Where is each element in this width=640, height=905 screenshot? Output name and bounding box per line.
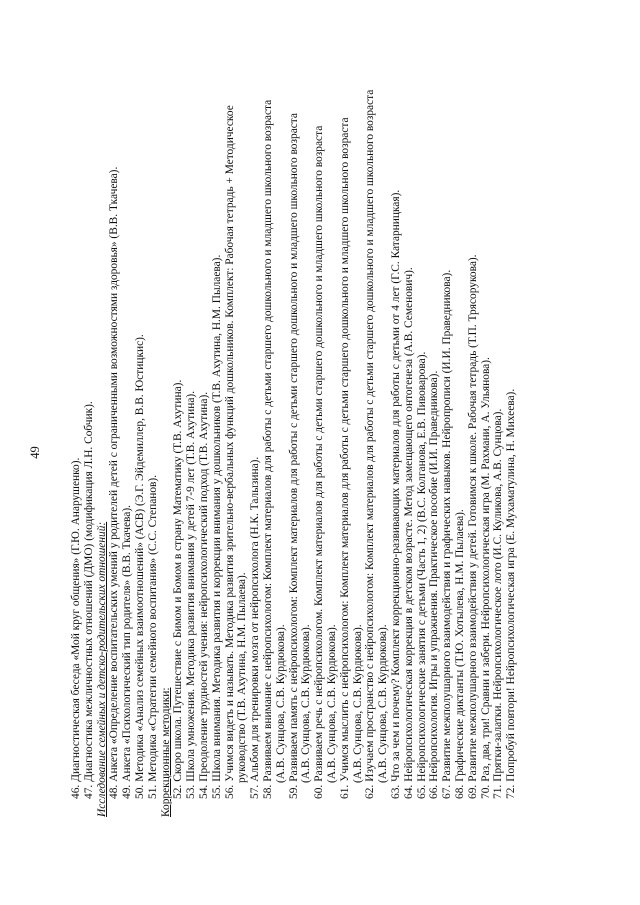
- page-number: 49: [28, 446, 42, 459]
- item-number: 54.: [197, 784, 210, 799]
- item-number: 60.: [313, 784, 326, 799]
- item-text: Учимся мыслить с нейропсихологом: Комплект материалов для работы с детьми старшего дошкольного и младшего школьного возраста: [338, 117, 351, 782]
- list-item-continuation: (А.В. Сунцова, С.В. Курдюкова).: [274, 624, 287, 783]
- list-item: [121, 27, 134, 817]
- item-text: Диагностическая беседа «Мой круг общения» (Г.Ю. Анарушенко).: [70, 457, 82, 782]
- item-text: Преодоление трудностей учения: нейропсихологический подход (Т.В. Ахутина).: [197, 391, 210, 782]
- item-number: 46.: [70, 784, 82, 799]
- list-item: [134, 27, 147, 817]
- list-item: [339, 27, 352, 817]
- item-number: 65.: [415, 784, 428, 799]
- item-number: 66.: [428, 784, 441, 799]
- item-text: Диагностика межличностных отношений (ДМО) (модификация Л.Н. Собчик).: [82, 401, 95, 782]
- item-text: Школа внимания. Методика развития и коррекции внимания у дошкольников (Т.В. Ахутина, Н.М. Пылаева).: [210, 254, 223, 782]
- section-heading: Исследование семейных и детско-родительских отношений:: [95, 521, 108, 817]
- item-number: 62.: [364, 784, 377, 799]
- list-item: [428, 27, 441, 817]
- item-text: Школа умножения. Методика развития внимания у детей 7-9 лет (Т.В. Ахутина).: [185, 390, 198, 782]
- item-number: 59.: [287, 784, 300, 799]
- list-item: [364, 27, 377, 817]
- list-item: [416, 27, 429, 817]
- item-text: Методика «Стратегии семейного воспитания» (С.С. Степанов).: [146, 474, 159, 782]
- item-text: Альбом для тренировки мозга от нейропсихолога (Н.К. Талызина).: [249, 456, 262, 782]
- list-item: [454, 27, 467, 817]
- list-item: [262, 27, 275, 817]
- item-text: Изучаем пространство с нейропсихологом: Комплект материалов для работы с детьми старшего дошкольного и младшего школьного возраста: [364, 89, 377, 782]
- item-number: 63.: [389, 784, 402, 799]
- list-item: [403, 27, 416, 817]
- list-item: [480, 27, 493, 817]
- item-number: 56.: [223, 784, 236, 799]
- item-number: 47.: [82, 784, 95, 799]
- list-item-continuation: (А.В. Сунцова, С.В. Курдюкова).: [300, 624, 313, 783]
- list-item: [313, 27, 326, 817]
- item-number: 48.: [108, 784, 121, 799]
- item-text: Развитие межполушарного взаимодействия у детей. Готовимся к школе. Рабочая тетрадь (Т.П. Трясорукова).: [466, 254, 479, 782]
- item-number: 64.: [402, 784, 415, 799]
- item-number: 69.: [466, 784, 479, 799]
- item-text: Что за чем и почему? Комплект коррекционно-развивающих материалов для работы с детьми от 4 лет (Г.С. Катарницкая).: [389, 189, 402, 782]
- item-text: Скоро школа. Путешествие с Бимом и Бомом в страну Математику (Т.В. Ахутина).: [172, 379, 185, 782]
- list-item: [108, 27, 121, 817]
- item-text: Развиваем память с нейропсихологом: Комплект материалов для работы с детьми старшего дошкольного и младшего школьного возраста: [287, 113, 300, 782]
- item-number: 53.: [185, 784, 198, 799]
- item-number: 51.: [146, 784, 159, 799]
- item-number: 71.: [492, 784, 505, 799]
- item-number: 52.: [172, 784, 185, 799]
- item-text: Попробуй повтори! Нейропсихологическая игра (Е. Мухаматулина, Н. Михеева).: [505, 388, 518, 782]
- list-item-continuation: руководство (Т.В. Ахутина, Н.М. Пылаева).: [236, 572, 249, 783]
- item-number: 68.: [453, 784, 466, 799]
- item-text: Нейропсихология. Игры и упражнения. Практическое пособие (И.И. Праведникова).: [428, 370, 441, 782]
- list-item: [492, 27, 505, 817]
- list-item: [83, 27, 96, 817]
- item-text: Развитие межполушарного взаимодействия и графических навыков. Нейропрописи (И.И. Праведникова).: [441, 269, 454, 782]
- item-text: Анкета «Психологический тип родителя» (В.В. Ткачева).: [121, 505, 134, 782]
- item-number: 49.: [121, 784, 134, 799]
- list-item: [288, 27, 301, 817]
- list-item: [172, 27, 185, 817]
- item-number: 72.: [505, 784, 518, 799]
- list-item: [198, 27, 211, 817]
- item-number: 50.: [133, 784, 146, 799]
- list-item: [70, 27, 83, 817]
- list-item-continuation: (А.В. Сунцова, С.В. Курдюкова).: [377, 624, 390, 783]
- item-text: Развиваем внимание с нейропсихологом: Комплект материалов для работы с детьми старшего дошкольного и младшего школьного возраста: [261, 99, 274, 782]
- list-item: [467, 27, 480, 817]
- item-number: 61.: [338, 784, 351, 799]
- list-item: [505, 27, 518, 817]
- item-number: 67.: [441, 784, 454, 799]
- list-item: [224, 27, 237, 817]
- item-text: Методика «Анализ семейных взаимоотношений» (АСВ) (Э.Г. Эйдемиллер, В.В. Юстицкис).: [133, 334, 146, 782]
- list-item: [147, 27, 160, 817]
- item-number: 57.: [249, 784, 262, 799]
- list-item-continuation: (А.В. Сунцова, С.В. Курдюкова).: [351, 624, 364, 783]
- item-number: 58.: [261, 784, 274, 799]
- item-text: Нейропсихологическая коррекция в детском возрасте. Метод замещающего онтогенеза (А.В. Семенович).: [402, 267, 415, 782]
- list-item: [390, 27, 403, 817]
- list-item: [249, 27, 262, 817]
- list-item-continuation: (А.В. Сунцова, С.В. Курдюкова).: [325, 624, 338, 783]
- item-number: 70.: [479, 784, 492, 799]
- item-text: Графические диктанты (Т.Ю. Хотылева, Н.М. Пылаева).: [453, 509, 466, 782]
- item-text: Учимся видеть и называть. Методика развития зрительно-вербальных функций дошкольников. Комплект: Рабочая тетрадь + Методическое: [223, 105, 236, 782]
- item-text: Прятки-залатки. Нейропсихологическое лото (И.С. Куликова, А.В. Сунцова).: [492, 408, 505, 782]
- section-heading: Коррекционные методики:: [159, 687, 172, 817]
- list-item: [211, 27, 224, 817]
- page-content: [70, 27, 518, 817]
- item-text: Развиваем речь с нейропсихологом. Комплект материалов для работы с детьми старшего дошкольного и младшего школьного возраста: [313, 125, 326, 782]
- item-text: Раз, два, три! Сравни и забери. Нейропсихологическая игра (М. Рахмани, А. Ульянова).: [479, 357, 492, 782]
- item-number: 55.: [210, 784, 223, 799]
- list-item: [185, 27, 198, 817]
- item-text: Нейропсихологические занятия с детьми (Часть 1, 2) (В.С. Колганова, Е.В. Пивоварова).: [415, 351, 428, 782]
- item-text: Анкета «Определение воспитательских умений у родителей детей с ограниченными возможностями здоровья» (В.В. Ткачева).: [108, 166, 121, 782]
- list-item: [441, 27, 454, 817]
